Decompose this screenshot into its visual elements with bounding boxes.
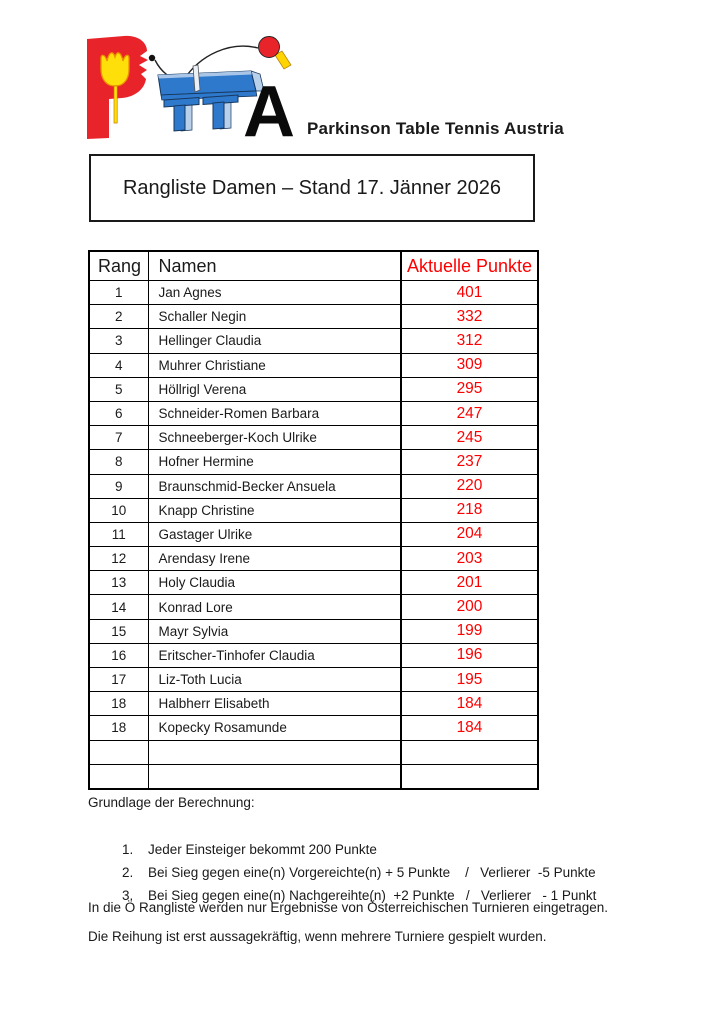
points-cell: 220 [401,474,538,498]
column-header-rang: Rang [89,251,148,281]
name-cell: Eritscher-Tinhofer Claudia [148,643,401,667]
name-cell: Schaller Negin [148,305,401,329]
name-cell: Mayr Sylvia [148,619,401,643]
ball-icon [149,55,155,61]
table-row [89,377,538,401]
rank-cell: 9 [89,474,148,498]
list-item-text: Jeder Einsteiger bekommt 200 Punkte [148,842,377,857]
name-cell: Arendasy Irene [148,547,401,571]
table-row [89,426,538,450]
points-cell: 295 [401,377,538,401]
name-cell: Schneider-Romen Barbara [148,401,401,425]
rank-cell: 15 [89,619,148,643]
points-cell: 184 [401,692,538,716]
rank-cell: 11 [89,522,148,546]
name-cell: Höllrigl Verena [148,377,401,401]
table-row [89,329,538,353]
table-row [89,474,538,498]
table-row [89,668,538,692]
points-cell: 309 [401,353,538,377]
name-cell: Hofner Hermine [148,450,401,474]
list-item-text: Bei Sieg gegen eine(n) Nachgereihte(n) +2 Punkte / Verlierer - 1 Punkt [148,888,597,903]
ptta-logo [86,34,306,140]
list-item-number: 1. [122,842,134,857]
name-cell [148,740,401,764]
name-cell: Konrad Lore [148,595,401,619]
table-row [89,692,538,716]
column-header-namen: Namen [148,251,401,281]
rank-cell: 2 [89,305,148,329]
points-cell: 196 [401,643,538,667]
points-cell [401,764,538,789]
table-row [89,716,538,740]
rank-cell: 4 [89,353,148,377]
table-row [89,619,538,643]
points-cell [401,740,538,764]
name-cell: Hellinger Claudia [148,329,401,353]
table-row [89,281,538,305]
rank-cell: 14 [89,595,148,619]
points-cell: 204 [401,522,538,546]
name-cell: Kopecky Rosamunde [148,716,401,740]
rank-cell: 10 [89,498,148,522]
points-cell: 247 [401,401,538,425]
points-cell: 184 [401,716,538,740]
name-cell: Knapp Christine [148,498,401,522]
list-item-number: 2. [122,865,134,880]
name-cell: Gastager Ulrike [148,522,401,546]
table-row [89,547,538,571]
name-cell: Schneeberger-Koch Ulrike [148,426,401,450]
empty-row [89,764,538,789]
rank-cell [89,740,148,764]
rank-cell: 16 [89,643,148,667]
note-paragraph: In die Ö Rangliste werden nur Ergebnisse von Österreichischen Turnieren eingetragen. [88,900,609,915]
logo-letter-a: A [243,72,295,140]
notes-heading: Grundlage der Berechnung: [88,795,255,810]
name-cell: Jan Agnes [148,281,401,305]
list-item-text: Bei Sieg gegen eine(n) Vorgereichte(n) + 5 Punkte / Verlierer -5 Punkte [148,865,596,880]
table-row [89,401,538,425]
note-paragraph: Die Reihung ist erst aussagekräftig, wenn mehrere Turniere gespielt wurden. [88,929,547,944]
table-row [89,305,538,329]
points-cell: 237 [401,450,538,474]
table-row [89,353,538,377]
points-cell: 401 [401,281,538,305]
table-row [89,595,538,619]
empty-row [89,740,538,764]
rank-cell: 18 [89,716,148,740]
list-item-number: 3. [122,888,134,903]
ranking-table-body [89,281,538,789]
column-header-punkte: Aktuelle Punkte [401,251,538,281]
name-cell: Holy Claudia [148,571,401,595]
points-cell: 201 [401,571,538,595]
rank-cell: 6 [89,401,148,425]
table-row [89,643,538,667]
rank-cell: 7 [89,426,148,450]
points-cell: 203 [401,547,538,571]
points-cell: 218 [401,498,538,522]
points-cell: 200 [401,595,538,619]
rank-cell: 1 [89,281,148,305]
rank-cell: 12 [89,547,148,571]
points-cell: 245 [401,426,538,450]
ranking-table [88,250,539,790]
paddle-icon [259,37,292,70]
name-cell [148,764,401,789]
table-row [89,522,538,546]
table-header-row [89,251,538,281]
rank-cell: 8 [89,450,148,474]
name-cell: Liz-Toth Lucia [148,668,401,692]
page-title-text: Rangliste Damen – Stand 17. Jänner 2026 [122,176,502,199]
table-row [89,498,538,522]
table-row [89,571,538,595]
name-cell: Halbherr Elisabeth [148,692,401,716]
rank-cell: 3 [89,329,148,353]
points-cell: 195 [401,668,538,692]
rank-cell: 17 [89,668,148,692]
page-title [89,154,535,222]
rank-cell: 18 [89,692,148,716]
name-cell: Braunschmid-Becker Ansuela [148,474,401,498]
name-cell: Muhrer Christiane [148,353,401,377]
points-cell: 332 [401,305,538,329]
rank-cell: 5 [89,377,148,401]
brand-text: Parkinson Table Tennis Austria [307,119,564,138]
rank-cell: 13 [89,571,148,595]
points-cell: 312 [401,329,538,353]
rank-cell [89,764,148,789]
table-row [89,450,538,474]
points-cell: 199 [401,619,538,643]
